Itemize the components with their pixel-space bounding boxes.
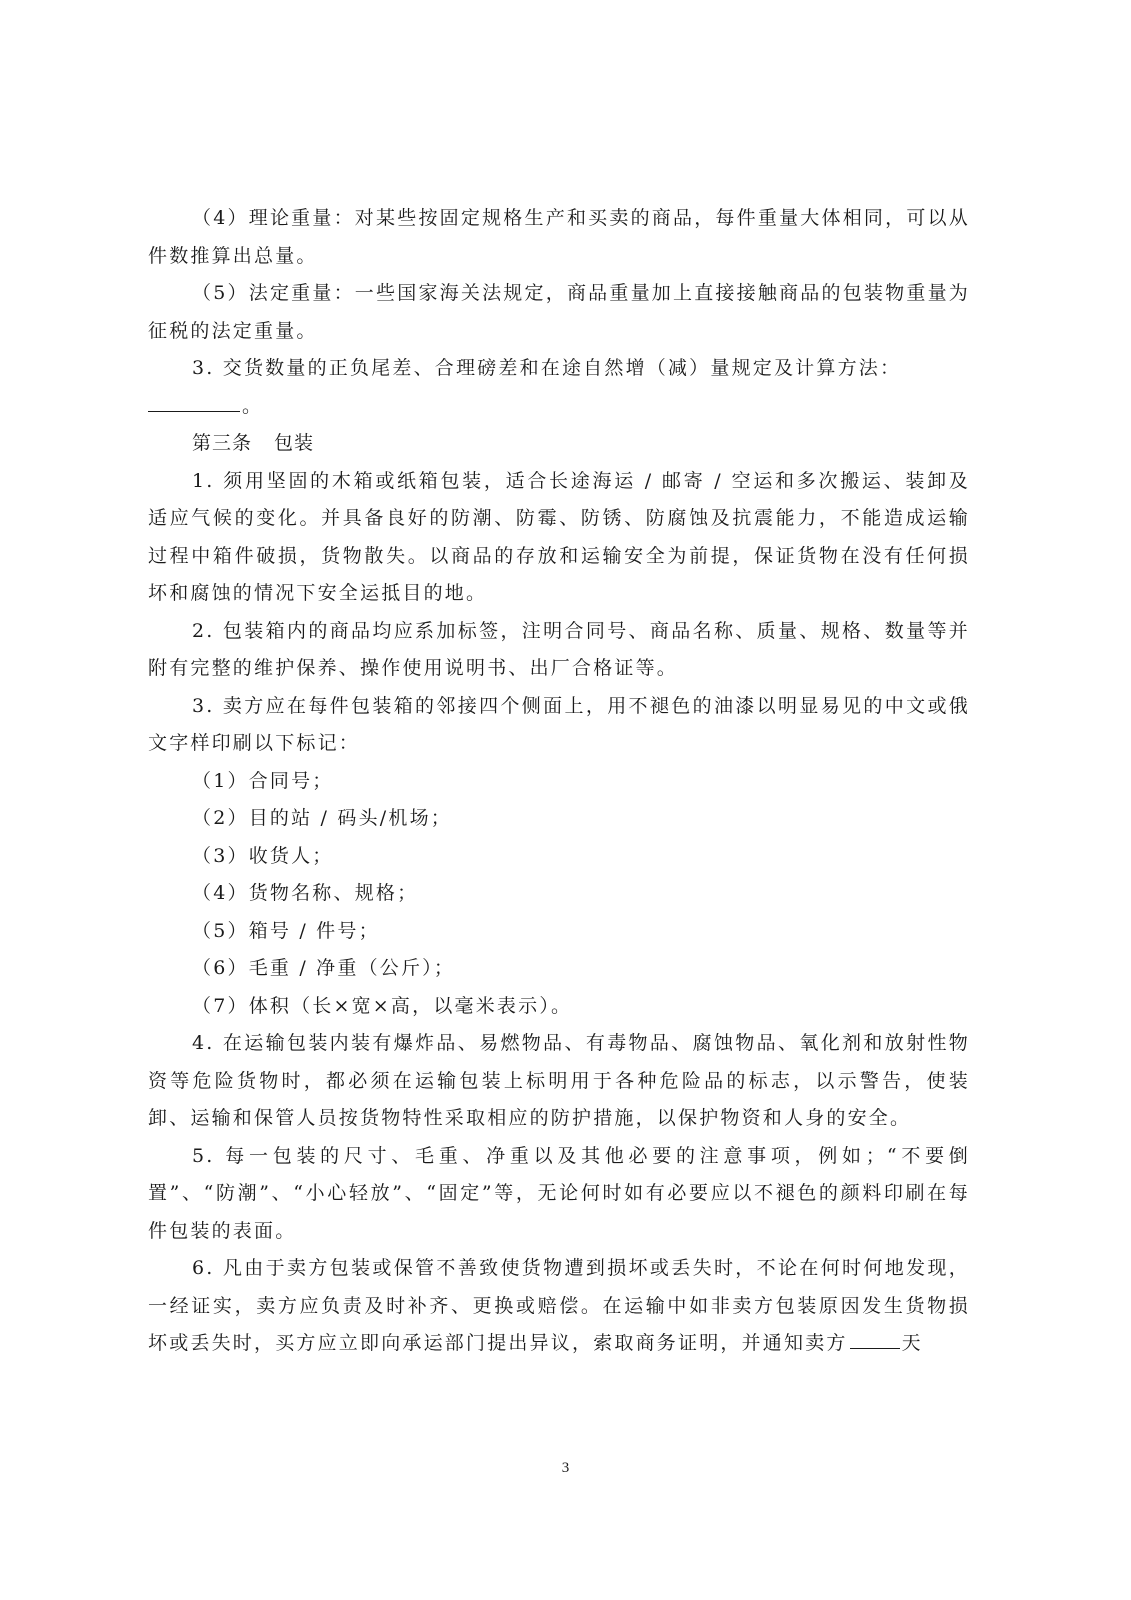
blank-fill-line [148, 388, 970, 426]
packaging-item-2: 2. 包装箱内的商品均应系加标签，注明合同号、商品名称、质量、规格、数量等并附有完整的维护保养、操作使用说明书、出厂合格证等。 [148, 619, 970, 679]
marking-item: （7）体积（长×宽×高，以毫米表示）。 [192, 994, 573, 1017]
marking-item: （6）毛重 / 净重（公斤）； [192, 957, 456, 979]
marking-item: （1）合同号； [192, 769, 334, 792]
paragraph-quantity-tolerance: 3. 交货数量的正负尾差、合理磅差和在途自然增（减）量规定及计算方法： [192, 357, 902, 379]
section-title: 包装 [274, 432, 315, 454]
section-heading [148, 425, 970, 463]
packaging-item-3: 3. 卖方应在每件包装箱的邻接四个侧面上，用不褪色的油漆以明显易见的中文或俄文字样印刷以下标记： [148, 694, 970, 754]
packaging-item-4: 4. 在运输包装内装有爆炸品、易燃物品、有毒物品、腐蚀物品、氧化剂和放射性物资等危险货物时，都必须在运输包装上标明用于各种危险品的标志，以示警告，使装卸、运输和保管人员按货物特性采取相应的防护措施，以保护物资和人身的安全。 [148, 1032, 970, 1129]
packaging-item-5: 5. 每一包装的尺寸、毛重、净重以及其他必要的注意事项，例如；“不要倒置”、“防潮”、“小心轻放”、“固定”等，无论何时如有必要应以不褪色的颜料印刷在每件包装的表面。 [148, 1144, 970, 1242]
marking-item: （5）箱号 / 件号； [192, 919, 380, 942]
days-blank-field [850, 1328, 900, 1349]
marking-item: （4）货物名称、规格； [192, 882, 419, 904]
page-number: 3 [561, 1460, 570, 1476]
paragraph-legal-weight: （5）法定重量：一些国家海关法规定，商品重量加上直接接触商品的包装物重量为征税的法定重量。 [148, 282, 970, 342]
blank-field [148, 391, 240, 412]
packaging-item-6 [148, 1250, 970, 1363]
packaging-item-6-text: 6. 凡由于卖方包装或保管不善致使货物遭到损坏或丢失时，不论在何时何地发现，一经证实，卖方应负责及时补齐、更换或赔偿。在运输中如非卖方包装原因发生货物损坏或丢失时，买方应立即向承运部门提出异议，索取商务证明，并通知卖方 [148, 1257, 970, 1354]
packaging-item-1: 1. 须用坚固的木箱或纸箱包装，适合长途海运 / 邮寄 / 空运和多次搬运、装卸及适应气候的变化。并具备良好的防潮、防霉、防锈、防腐蚀及抗震能力，不能造成运输过程中箱件破损，货物散失。以商品的存放和运输安全为前提，保证货物在没有任何损坏和腐蚀的情况下安全运抵目的地。 [148, 469, 970, 604]
marking-item: （2）目的站 / 码头/机场； [192, 807, 452, 829]
paragraph-theoretical-weight: （4）理论重量：对某些按固定规格生产和买卖的商品，每件重量大体相同，可以从件数推算出总量。 [148, 207, 970, 267]
section-number: 第三条 [192, 432, 253, 454]
document-body [148, 200, 970, 1363]
marking-item: （3）收货人； [192, 844, 334, 867]
packaging-item-6-end: 天 [901, 1332, 923, 1354]
blank-suffix: 。 [242, 394, 264, 417]
